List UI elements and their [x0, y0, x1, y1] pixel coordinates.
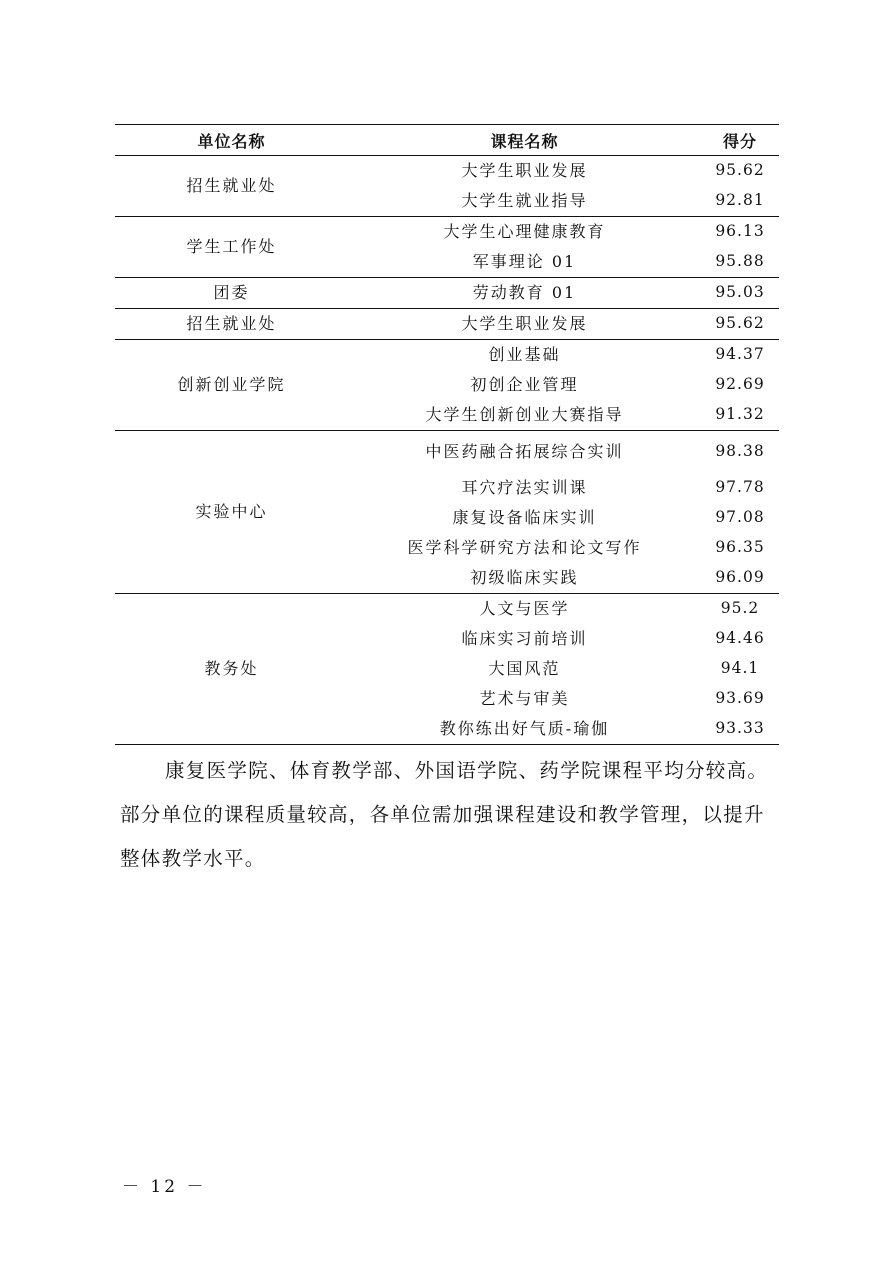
unit-group	[115, 431, 779, 594]
table-row	[115, 217, 779, 248]
unit-name: 创新创业学院	[177, 375, 286, 394]
course-name: 劳动教育 01	[472, 283, 577, 302]
course-name: 康复设备临床实训	[452, 508, 597, 527]
unit-group	[115, 340, 779, 431]
table-row	[115, 278, 779, 309]
course-score: 96.09	[715, 568, 765, 587]
course-name: 大国风范	[488, 659, 561, 678]
course-score: 94.46	[715, 629, 765, 648]
course-score: 98.38	[715, 442, 765, 461]
header-course: 课程名称	[490, 131, 559, 151]
course-name: 艺术与审美	[479, 689, 570, 708]
table-row	[115, 431, 779, 474]
course-score: 95.88	[715, 252, 765, 271]
course-score: 96.13	[715, 222, 765, 241]
course-score: 92.81	[715, 191, 765, 210]
course-score-table	[115, 124, 779, 745]
course-score: 96.35	[715, 538, 765, 557]
course-name: 大学生创新创业大赛指导	[425, 405, 624, 424]
course-name: 医学科学研究方法和论文写作	[407, 538, 642, 557]
unit-name: 招生就业处	[186, 176, 277, 195]
course-name: 大学生职业发展	[461, 161, 588, 180]
course-score: 94.37	[715, 345, 765, 364]
course-name: 大学生就业指导	[461, 191, 588, 210]
unit-group	[115, 309, 779, 340]
course-score: 95.62	[715, 314, 765, 333]
course-name: 大学生心理健康教育	[443, 222, 606, 241]
summary-paragraph: 康复医学院、体育教学部、外国语学院、药学院课程平均分较高。部分单位的课程质量较高，各单位需加强课程建设和教学管理，以提升整体教学水平。	[120, 759, 769, 870]
course-name: 初级临床实践	[470, 568, 579, 587]
course-score: 93.69	[715, 689, 765, 708]
course-name: 临床实习前培训	[461, 629, 588, 648]
course-name: 中医药融合拓展综合实训	[425, 442, 624, 461]
course-name: 军事理论 01	[472, 252, 577, 271]
unit-name: 学生工作处	[186, 237, 277, 256]
table-row	[115, 156, 779, 187]
unit-group	[115, 156, 779, 217]
course-score: 95.2	[720, 599, 760, 618]
course-score: 97.78	[715, 478, 765, 497]
course-score: 91.32	[715, 405, 765, 424]
course-score: 95.03	[715, 283, 765, 302]
course-name: 耳穴疗法实训课	[461, 478, 588, 497]
course-name: 人文与医学	[479, 599, 570, 618]
table-row	[115, 594, 779, 625]
header-score: 得分	[722, 131, 757, 151]
page-number: － 12 －	[122, 1177, 207, 1197]
course-name: 初创企业管理	[470, 375, 579, 394]
unit-name: 团委	[213, 283, 250, 302]
unit-name: 招生就业处	[186, 314, 277, 333]
unit-name: 教务处	[204, 659, 259, 678]
course-score: 94.1	[720, 659, 760, 678]
table-row	[115, 340, 779, 371]
unit-group	[115, 594, 779, 745]
course-name: 创业基础	[488, 345, 561, 364]
course-name: 大学生职业发展	[461, 314, 588, 333]
unit-name: 实验中心	[195, 502, 268, 521]
course-score: 97.08	[715, 508, 765, 527]
course-name: 教你练出好气质-瑜伽	[439, 719, 610, 738]
course-score: 93.33	[715, 719, 765, 738]
table-header-row	[115, 125, 779, 156]
course-score: 92.69	[715, 375, 765, 394]
table-row	[115, 309, 779, 340]
unit-group	[115, 217, 779, 278]
course-score: 95.62	[715, 161, 765, 180]
unit-group	[115, 278, 779, 309]
header-unit: 单位名称	[197, 131, 266, 151]
